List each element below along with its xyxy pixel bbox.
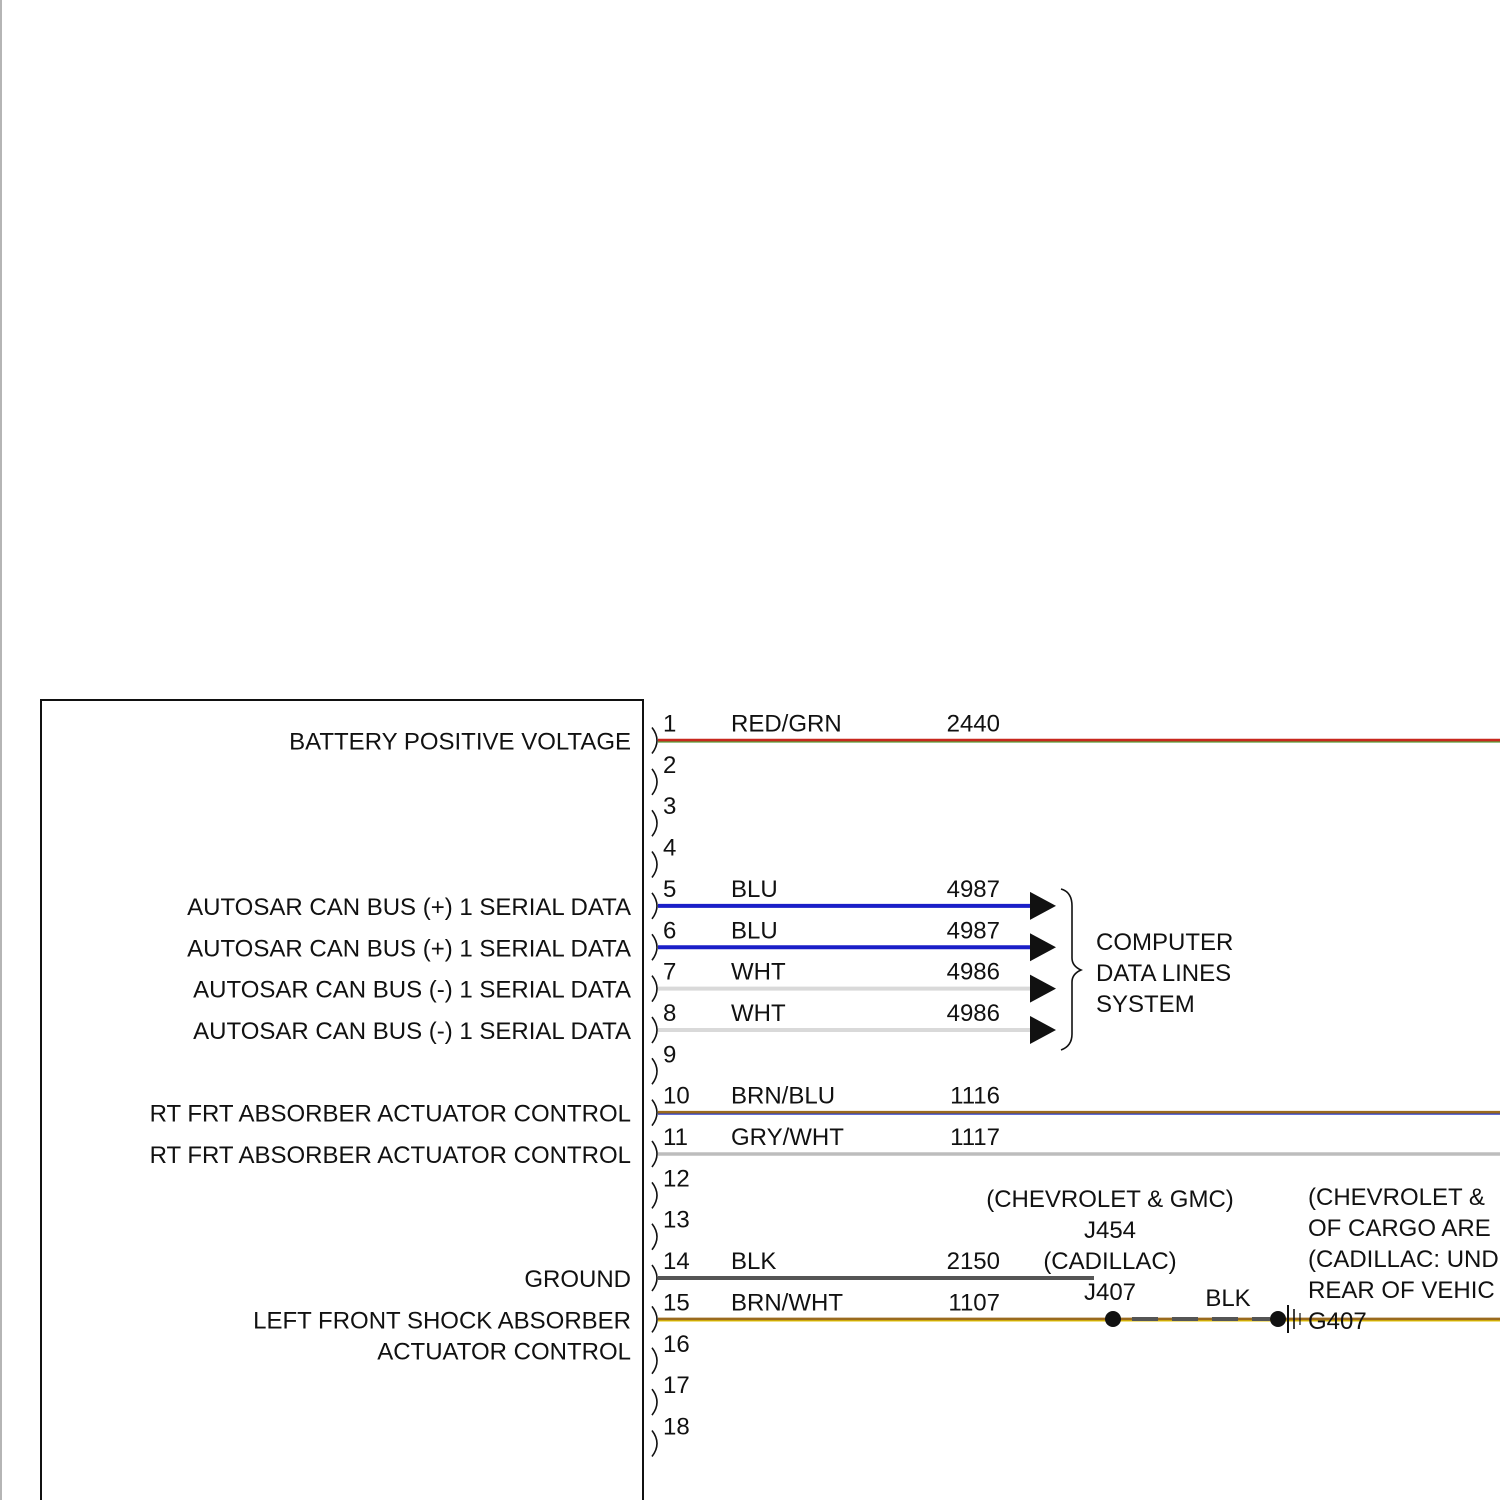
pin-number: 9 [663,1041,677,1069]
pin-number: 16 [663,1330,690,1358]
connector-terminal-icon [652,1141,657,1167]
pin-number: 3 [663,793,677,821]
wire-circuit-number: 4986 [946,1000,1000,1027]
pin-function-label: LEFT FRONT SHOCK ABSORBER [253,1307,631,1335]
pin-number: 15 [663,1289,690,1317]
connector-terminal-icon [652,976,657,1002]
wire-color-label: BRN/BLU [731,1082,836,1110]
ground-terminal-dot [1270,1311,1286,1327]
pin-function-label: AUTOSAR CAN BUS (+) 1 SERIAL DATA [187,893,631,921]
pin-function-label-line2: ACTUATOR CONTROL [377,1338,631,1366]
connector-terminal-icon [652,1265,657,1291]
wire-color-label: RED/GRN [731,710,842,738]
pin-number: 4 [663,834,677,862]
wire-circuit-number: 1107 [948,1289,1000,1317]
wire-arrow-icon [1030,1016,1056,1044]
connector-terminal-icon [652,1058,657,1084]
ground-location-line-2: OF CARGO ARE [1308,1215,1491,1242]
pin-number: 17 [663,1372,690,1400]
connector-terminal-icon [652,1182,657,1208]
connector-terminal-icon [652,852,657,878]
splice-id-j407: J407 [1083,1279,1137,1306]
connector-terminal-icon [652,934,657,960]
connector-terminal-icon [652,1306,657,1332]
wire-arrow-icon [1030,933,1056,961]
pin-function-label: AUTOSAR CAN BUS (+) 1 SERIAL DATA [187,935,631,963]
connector-terminal-icon [652,893,657,919]
wire-color-label: WHT [731,958,786,986]
wire-circuit-number: 1116 [950,1082,1000,1110]
wire-circuit-number: 4986 [946,958,1000,986]
pin-number: 1 [663,710,677,738]
pin-number: 8 [663,1000,677,1027]
wire-circuit-number: 2440 [946,710,1000,738]
pin-function-label: AUTOSAR CAN BUS (-) 1 SERIAL DATA [193,976,631,1004]
wire-circuit-number: 4987 [946,875,1000,903]
connector-terminal-icon [652,728,657,754]
data-lines-label-1: COMPUTER [1096,929,1234,956]
wire-arrow-icon [1030,892,1056,920]
connector-terminal-icon [652,1100,657,1126]
pin-function-label: BATTERY POSITIVE VOLTAGE [289,728,631,756]
wire-color-label: BRN/WHT [731,1289,843,1317]
connector-terminal-icon [652,1017,657,1043]
splice-id-j454: J454 [1083,1217,1137,1244]
pin-function-label: GROUND [524,1266,631,1294]
pin-number: 5 [663,875,677,903]
splice-dot [1105,1311,1121,1327]
ground-id-g407: G407 [1308,1308,1367,1335]
pin-function-label: AUTOSAR CAN BUS (-) 1 SERIAL DATA [193,1018,631,1045]
pin-number: 2 [663,751,677,779]
wire-color-label: BLK [731,1248,777,1276]
connector-terminal-icon [652,1348,657,1374]
connector-terminal-icon [652,1430,657,1456]
splice-continuation-color: BLK [1205,1285,1251,1312]
wire-arrow-icon [1030,975,1056,1003]
connector-terminal-icon [652,1224,657,1250]
connector-terminal-icon [652,810,657,836]
connector-terminal-icon [652,1389,657,1415]
wire-color-label: GRY/WHT [731,1124,844,1151]
pin-number: 7 [663,958,677,986]
splice-brand-label: (CHEVROLET & GMC) [986,1186,1234,1213]
splice-brand-cadillac: (CADILLAC) [1043,1248,1177,1275]
ground-location-line-4: REAR OF VEHIC [1308,1277,1495,1304]
pin-number: 18 [663,1413,690,1441]
ground-location-line-1: (CHEVROLET & [1308,1184,1485,1211]
pin-number: 6 [663,917,677,945]
pin-number: 13 [663,1206,690,1234]
pin-number: 14 [663,1248,690,1276]
pin-number: 11 [663,1124,688,1151]
pin-function-label: RT FRT ABSORBER ACTUATOR CONTROL [149,1100,631,1128]
ground-location-line-3: (CADILLAC: UND [1308,1246,1499,1273]
pin-number: 12 [663,1165,690,1193]
pins-group [652,711,690,1457]
data-lines-label-3: SYSTEM [1096,991,1195,1018]
wire-circuit-number: 4987 [946,917,1000,945]
pin-function-label: RT FRT ABSORBER ACTUATOR CONTROL [149,1142,631,1169]
wire-circuit-number: 1117 [950,1124,1000,1151]
data-lines-label-2: DATA LINES [1096,960,1232,987]
data-lines-brace [1061,889,1081,1050]
pin-number: 10 [663,1082,690,1110]
wire-color-label: BLU [731,875,778,903]
wire-color-label: BLU [731,917,778,945]
connector-terminal-icon [652,769,657,795]
pin-functions-group [150,729,631,1366]
wire-circuit-number: 2150 [946,1248,1000,1276]
wire-color-label: WHT [731,1000,786,1027]
